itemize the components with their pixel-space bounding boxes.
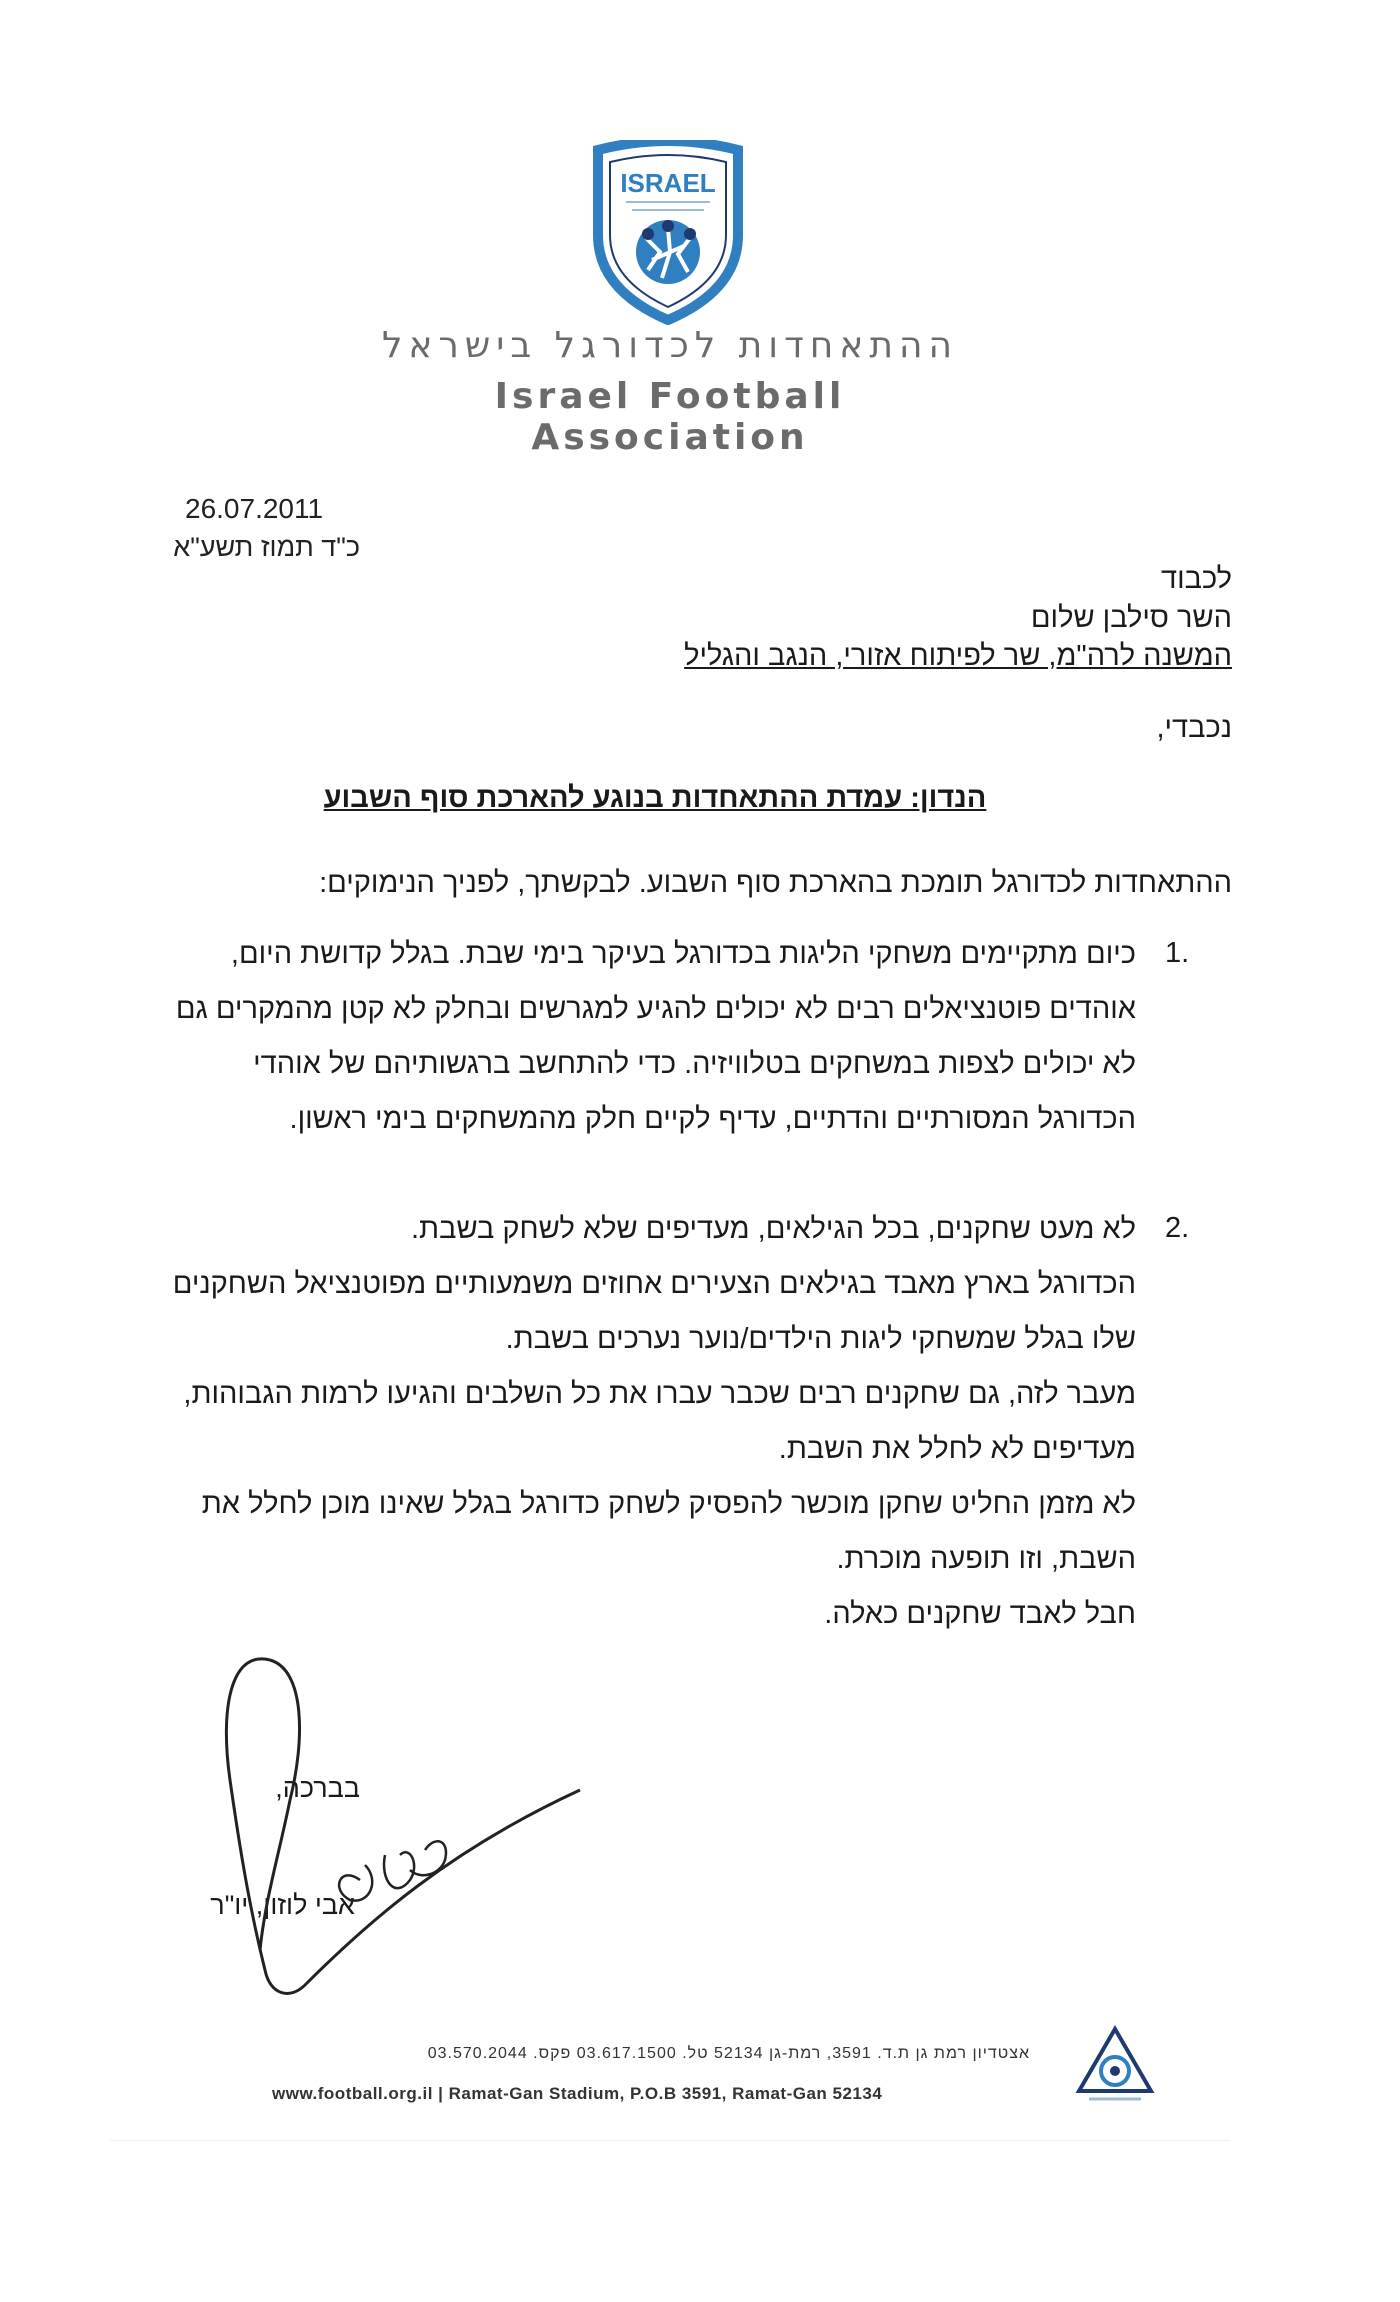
point-1-text bbox=[108, 927, 1136, 1147]
footer-address-hebrew: אצטדיון רמת גן ת.ד. 3591, רמת-גן 52134 טל. 03.617.1500 פקס. 03.570.2044 bbox=[427, 2045, 1030, 2062]
gregorian-date: 26.07.2011 bbox=[185, 493, 324, 524]
greeting: נכבדי, bbox=[1156, 712, 1232, 744]
addressee-line-1: לכבוד bbox=[1161, 563, 1232, 595]
org-name-english: Israel Football Association bbox=[494, 376, 846, 458]
point-1-line: לא יכולים לצפות במשחקים בטלוויזיה. כדי להתחשב ברגשותיהם של אוהדי bbox=[253, 1048, 1136, 1080]
handwritten-signature bbox=[210, 1650, 610, 2010]
ifa-logo bbox=[588, 140, 748, 325]
addressee-line-3: המשנה לרה"מ, שר לפיתוח אזורי, הנגב והגליל bbox=[684, 640, 1232, 672]
point-2-line: חבל לאבד שחקנים כאלה. bbox=[824, 1598, 1136, 1630]
closing-blessing: בברכה, bbox=[275, 1773, 360, 1803]
subject-line: הנדון: עמדת ההתאחדות בנוגע להארכת סוף השבוע bbox=[323, 782, 987, 814]
point-2-line: לא מזמן החליט שחקן מוכשר להפסיק לשחק כדורגל בגלל שאינו מוכן לחלל את bbox=[201, 1488, 1136, 1520]
point-1-line: הכדורגל המסורתיים והדתיים, עדיף לקיים חלק מהמשחקים בימי ראשון. bbox=[289, 1103, 1136, 1135]
org-name-hebrew: ההתאחדות לכדורגל בישראל bbox=[381, 325, 959, 366]
point-1-line: כיום מתקיימים משחקי הליגות בכדורגל בעיקר בימי שבת. בגלל קדושת היום, bbox=[230, 938, 1136, 970]
point-number-2: 2. bbox=[1165, 1212, 1190, 1244]
point-2-text bbox=[108, 1202, 1136, 1642]
footer-divider bbox=[110, 2140, 1230, 2141]
point-2-line: מעבר לזה, גם שחקנים רבים שכבר עברו את כל השלבים והגיעו לרמות הגבוהות, bbox=[183, 1378, 1136, 1410]
logo-text: ISRAEL bbox=[620, 168, 716, 198]
intro-paragraph: ההתאחדות לכדורגל תומכת בהארכת סוף השבוע. לבקשתך, לפניך הנימוקים: bbox=[319, 867, 1232, 899]
addressee-line-2: השר סילבן שלום bbox=[1030, 602, 1232, 634]
point-2-line: השבת, וזו תופעה מוכרת. bbox=[836, 1543, 1136, 1575]
point-2-line: מעדיפים לא לחלל את השבת. bbox=[778, 1433, 1136, 1465]
hebrew-date: כ"ד תמוז תשע"א bbox=[173, 532, 360, 562]
footer-address-english: www.football.org.il | Ramat-Gan Stadium, P.O.B 3591, Ramat-Gan 52134 bbox=[272, 2084, 883, 2103]
point-2-line: הכדורגל בארץ מאבד בגילאים הצעירים אחוזים משמעותיים מפוטנציאל השחקנים bbox=[172, 1268, 1136, 1300]
footer-stadium-logo bbox=[1075, 2025, 1155, 2105]
point-2-line: שלו בגלל שמשחקי ליגות הילדים/נוער נערכים בשבת. bbox=[505, 1323, 1136, 1355]
signer-name: אבי לוזון, יו"ר bbox=[210, 1890, 355, 1920]
point-2-line: לא מעט שחקנים, בכל הגילאים, מעדיפים שלא לשחק בשבת. bbox=[411, 1213, 1136, 1245]
point-1-line: אוהדים פוטנציאלים רבים לא יכולים להגיע למגרשים ובחלק לא קטן מהמקרים גם bbox=[175, 993, 1136, 1025]
point-number-1: 1. bbox=[1165, 937, 1190, 969]
